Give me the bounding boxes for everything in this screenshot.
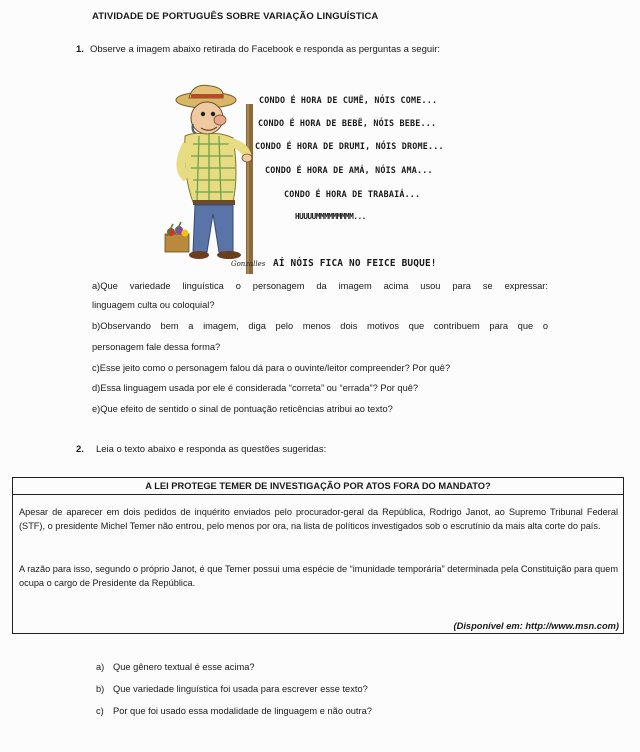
question-1b-line-1: b)Observando bem a imagem, diga pelo menos dois motivos que contribuem para que o [92, 321, 548, 331]
question-2-prompt [76, 444, 326, 455]
news-paragraph-2: A razão para isso, segundo o próprio Janot, é que Temer possui uma espécie de “imunidade temporária” determinada pela Constituição para quem ocupa o cargo de Presidente da República. [19, 564, 618, 588]
speech-line-6: HUUUUMMMMMMMMM... [295, 212, 366, 221]
question-1b-line-2: personagem fale dessa forma? [92, 342, 221, 352]
vegetable-basket [165, 234, 189, 252]
speech-line-4: CONDO É HORA DE AMÁ, NÓIS AMA... [265, 165, 433, 175]
question-2b-label: b) [96, 684, 105, 694]
news-source: (Disponível em: http://www.msn.com) [453, 621, 619, 631]
speech-line-7: AÍ NÓIS FICA NO FEICE BUQUE! [273, 258, 437, 269]
question-2a [96, 662, 255, 672]
question-2c-text: Por que foi usado essa modalidade de linguagem e não outra? [113, 706, 372, 716]
question-2-number: 2. [76, 444, 84, 455]
question-2c-label: c) [96, 706, 104, 716]
farmer-cartoon-image [163, 84, 463, 274]
question-2a-label: a) [96, 662, 105, 672]
worksheet-title: ATIVIDADE DE PORTUGUÊS SOBRE VARIAÇÃO LINGUÍSTICA [92, 11, 379, 22]
question-2-text: Leia o texto abaixo e responda as questões sugeridas: [95, 444, 327, 455]
question-1-number: 1. [76, 44, 84, 55]
question-1a-line-2: linguagem culta ou coloquial? [92, 300, 215, 310]
question-2a-text: Que gênero textual é esse acima? [113, 662, 255, 672]
artist-signature: Gonzalles [231, 260, 266, 268]
question-1-prompt [76, 44, 440, 55]
question-2c [96, 706, 372, 716]
speech-line-2: CONDO É HORA DE BEBÊ, NÓIS BEBE... [258, 118, 437, 128]
speech-line-3: CONDO É HORA DE DRUMI, NÓIS DROME... [255, 141, 444, 151]
question-1a-line-1: a)Que variedade linguística o personagem da imagem acima usou para se expressar: [92, 281, 548, 291]
question-1-text: Observe a imagem abaixo retirada do Facebook e responda as perguntas a seguir: [89, 44, 441, 55]
blue-trousers [193, 205, 233, 252]
question-1e: e)Que efeito de sentido o sinal de pontuação reticências atribui ao texto? [92, 404, 393, 414]
question-1c: c)Esse jeito como o personagem falou dá para o ouvinte/leitor compreender? Por quê? [92, 363, 451, 373]
news-headline: A LEI PROTEGE TEMER DE INVESTIGAÇÃO POR ATOS FORA DO MANDATO? [13, 478, 623, 495]
question-2b [96, 684, 368, 694]
question-1d: d)Essa linguagem usada por ele é considerada “correta” ou “errada”? Por quê? [92, 383, 419, 393]
news-text-box [12, 477, 624, 634]
speech-line-1: CONDO É HORA DE CUMÊ, NÓIS COME... [259, 95, 438, 105]
question-2b-text: Que variedade linguística foi usada para escrever esse texto? [113, 684, 368, 694]
news-paragraph-1: Apesar de aparecer em dois pedidos de inquérito enviados pelo procurador-geral da República, Rodrigo Janot, ao Supremo Tribunal Federal (STF), o presidente Michel Temer não entrou, pelo menos por ora, na lista de políticos investigados sob o escrutínio da mais alta corte do país. [19, 507, 618, 531]
speech-line-5: CONDO É HORA DE TRABAIÁ... [284, 189, 421, 199]
